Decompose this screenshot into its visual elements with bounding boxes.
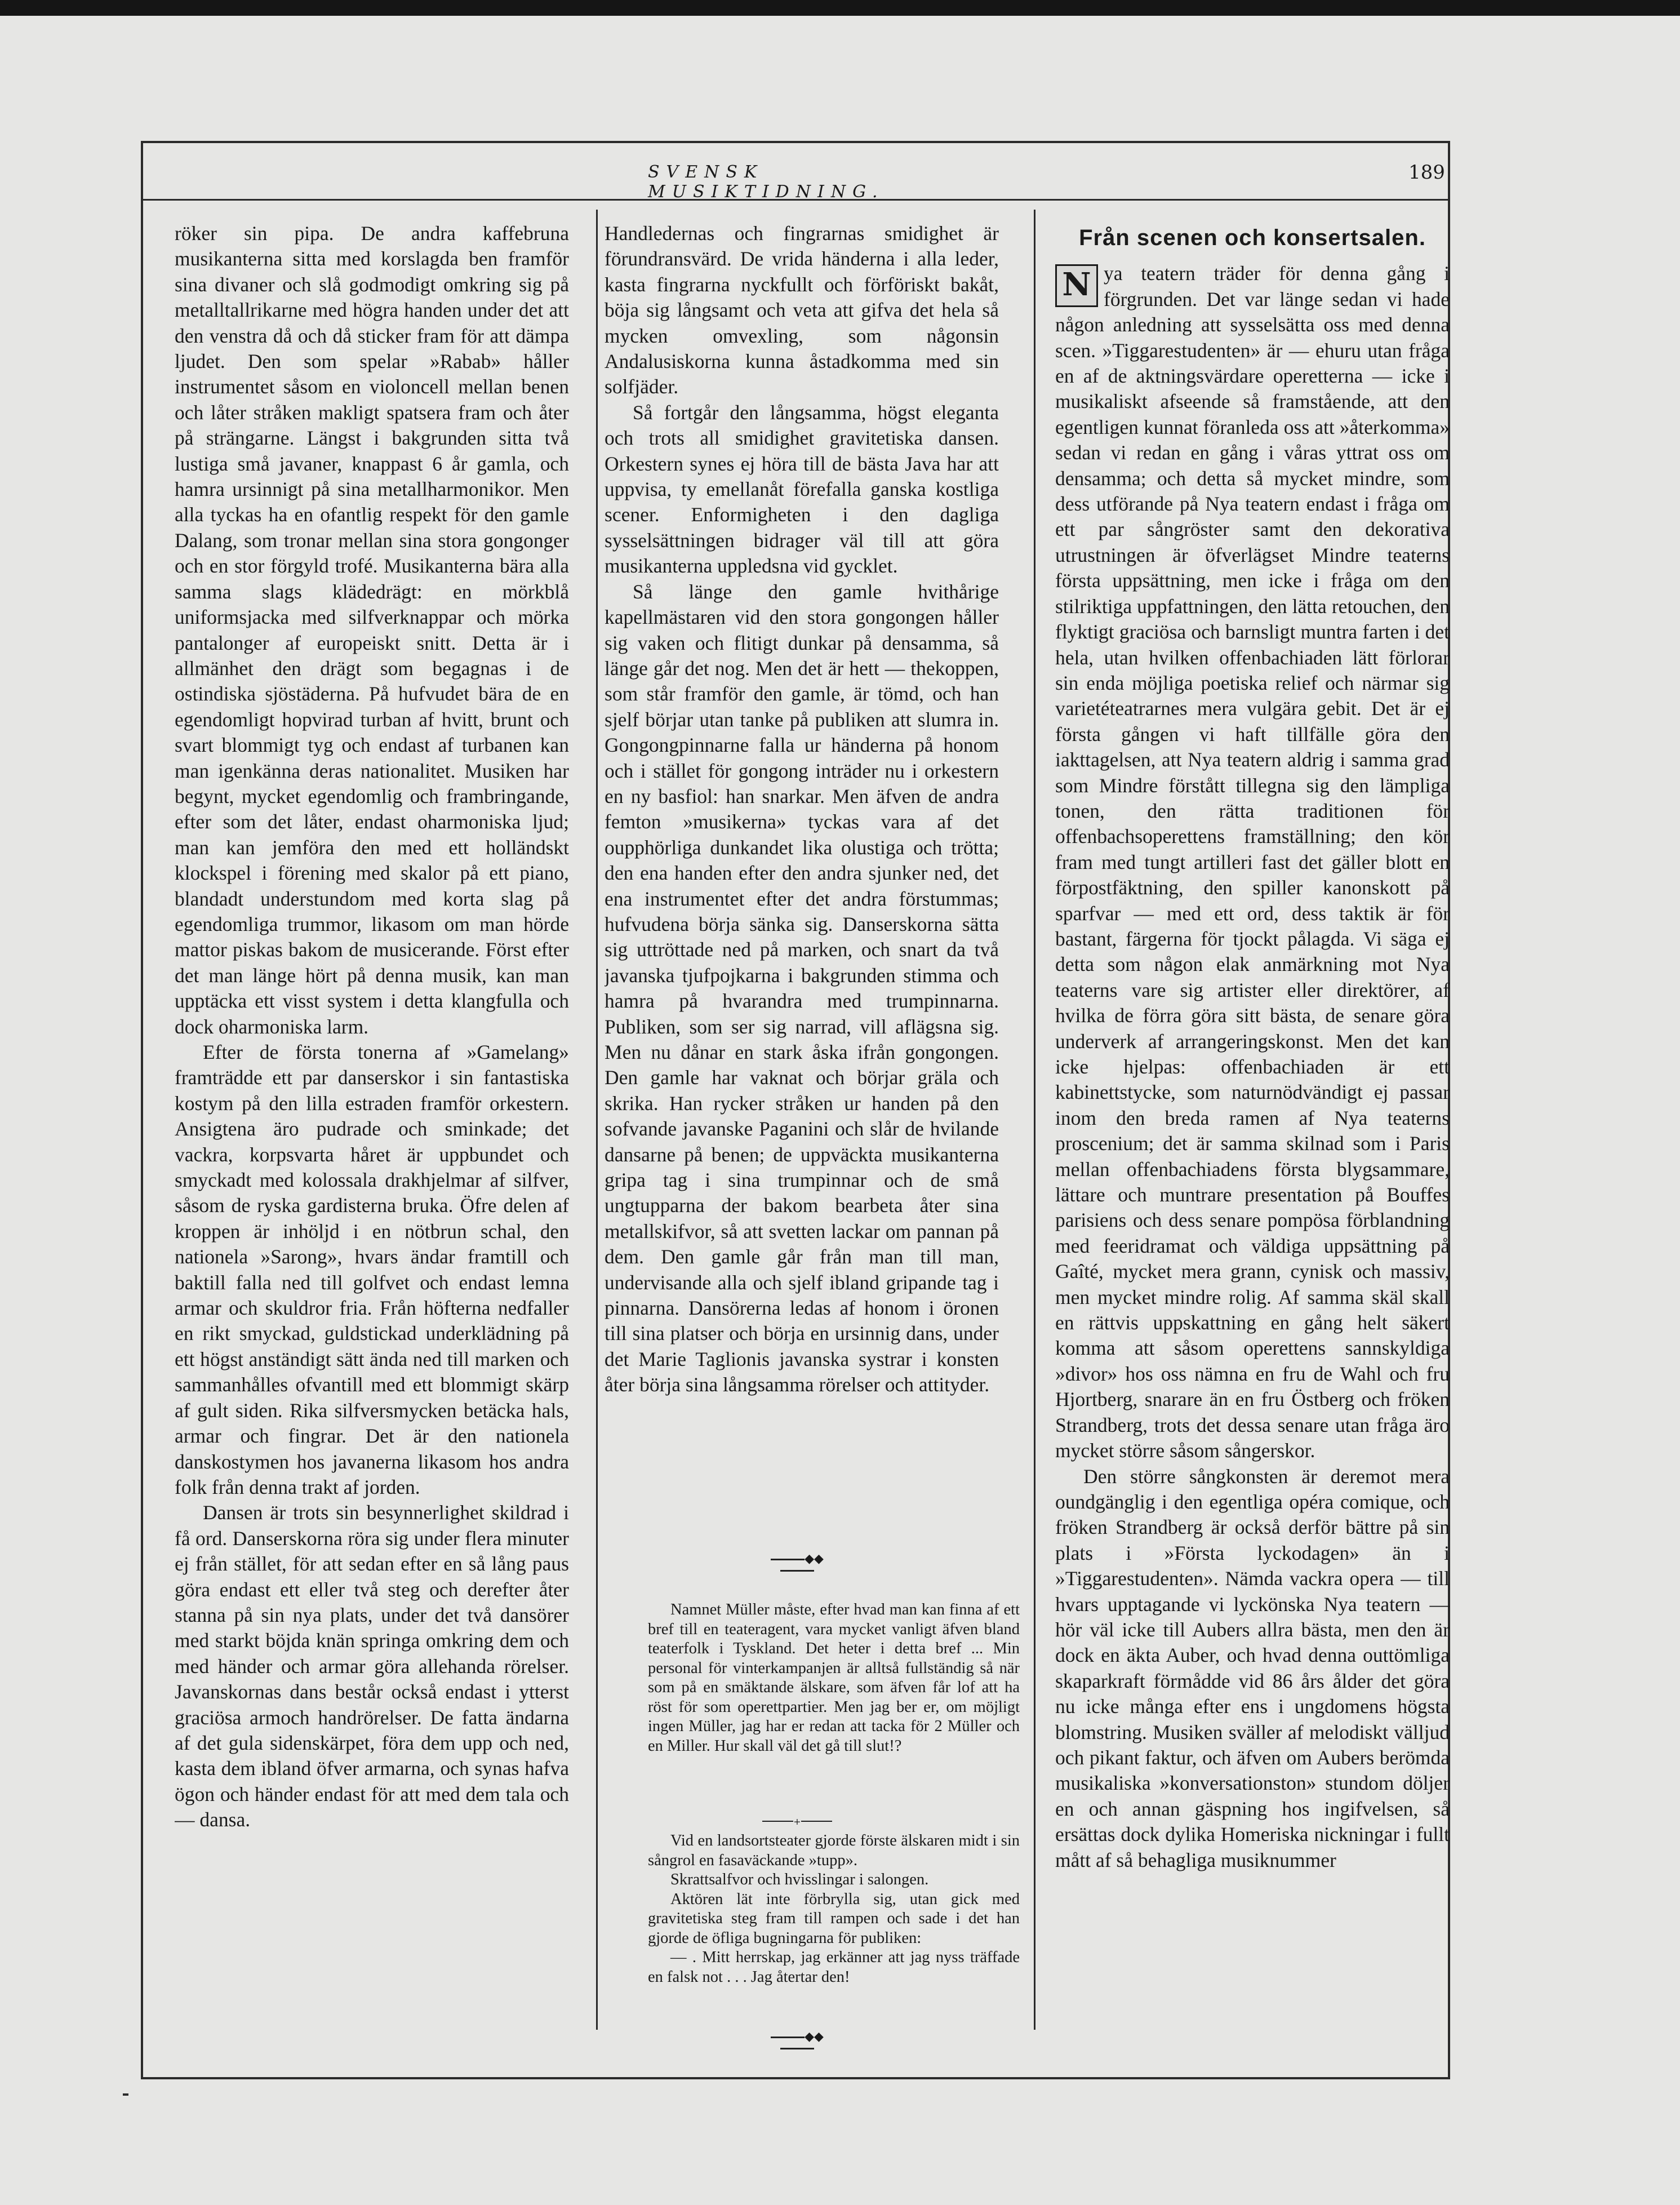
column-1 <box>175 221 569 2058</box>
column-rule-left <box>596 210 598 2030</box>
paragraph: Handledernas och fingrarnas smidighet är förundransvärd. De vrida händerna i alla leder, kasta fingrarna nyckfullt och förföriskt bakåt, böja sig långsamt och veta att gifva det hela så mycken omvexling, som någonsin Andalusiskorna kunna åstadkomma med sin solfjäder. <box>605 222 999 398</box>
paragraph: Vid en landsortsteater gjorde förste älskaren midt i sin sångrol en fasaväckande »tupp». <box>648 1832 1020 1869</box>
paragraph: Dansen är trots sin besynnerlighet skildrad i få ord. Danserskorna röra sig under flera minuter ej från stället, för att sedan efter en så lång paus göra endast ett eller två steg och derefter åter stanna på sin nya plats, under det två dansörer med starkt böjda knän springa omkring dem och med händer och armar göra allehanda rörelser. Javanskornas dans består också endast i ytterst graciösa armoch handrörelser. De fatta ändarna af det gula sidenskärpet, föra dem upp och ned, kasta dem ibland öfver armarna, och synas hafva ögon och händer endast för att med dem tala och — dansa. <box>175 1501 569 1831</box>
anecdote-muller <box>648 1600 1020 1756</box>
running-title: SVENSK MUSIKTIDNING. <box>648 162 885 202</box>
column-2 <box>605 221 999 1551</box>
column-rule-right <box>1034 210 1035 2030</box>
scan-mark <box>123 2093 128 2096</box>
section-title: Från scenen och konsertsalen. <box>1079 225 1426 250</box>
drop-cap: N <box>1055 264 1098 307</box>
paragraph: Namnet Müller måste, efter hvad man kan finna af ett bref till en teateragent, vara mycket vanligt äfven bland teaterfolk i Tyskland. Det heter i detta bref ... Min personal för vinterkampanjen är alltså fullständig så när som på en smäktande älskare, som äfven får lof att ha röst för som operettpartier. Men jag ber er, om möjligt ingen Müller, jag har er redan att tacka för 2 Müller och en Miller. Hur skall väl det gå till slut!? <box>648 1601 1020 1755</box>
paragraph: — . Mitt herrskap, jag erkänner att jag nyss träffade en falsk not . . . Jag återtar den! <box>648 1949 1020 1986</box>
paragraph: Aktören lät inte förbrylla sig, utan gick med gravitetiska steg fram till rampen och sade i det han gjorde de öfliga bugningarna för publiken: <box>648 1890 1020 1947</box>
ornament-divider: ◆◆ <box>755 2031 839 2043</box>
paragraph: Skrattsalfvor och hvisslingar i salongen. <box>670 1871 929 1888</box>
paragraph: Efter de första tonerna af »Gamelang» framträdde ett par danserskor i sin fantastiska kostym på den lilla estraden framför orkestern. Ansigtena äro pudrade och sminkade; det vackra, korpsvarta håret är uppbundet och smyckadt med kolossala drakhjelmar af silfver, såsom de ryska gardisterna bruka. Öfre delen af kroppen är inhöljd i en nötbrun schal, den nationela »Sarong», hvars ändar framtill och baktill falla ned till golfvet och endast lemna armar och skuldror fria. Från höfterna nedfaller en rikt smyckad, guldstickad underklädning på ett högst anständigt sätt ända ned till marken och sammanhålles ofvantill med ett blommigt skärp af gult siden. Rika silfversmycken betäcka hals, armar och fingrar. Det är den nationela danskostymen hos javanerna likasom hos andra folk från denna trakt af jorden. <box>175 1041 569 1498</box>
paragraph: Så fortgår den långsamma, högst eleganta och trots all smidighet gravitetiska dansen. Orkestern synes ej höra till de bästa Java har att uppvisa, ty emellanåt förefalla ganska kostliga scener. Enformigheten i den dagliga sysselsättningen bidrager väl till att göra musikanterna uppledsna vid gycklet. <box>605 401 999 578</box>
paragraph-text: ya teatern träder för denna gång i förgrunden. Det var länge sedan vi hade någon anledning att sysselsätta oss med denna scen. »Tiggarestudenten» är — ehuru utan fråga en af de aktningsvärdare operetterna — icke i musikaliskt afseende så framstående, att den egentligen kunnat föranleda oss att »återkomma» sedan vi redan en gång i våras yttrat oss om densamma; och detta så mycket mindre, som dess utförande på Nya teatern endast i fråga om ett par sångröster samt den dekorativa utrustningen är öfverlägset Mindre teaterns första uppsättning, men icke i fråga om den stilriktiga uppfattningen, den lätta retouchen, den flyktigt graciösa och barnsligt muntra farten i det hela, utan hvilken offenbachiaden lätt förlorar sin enda möjliga poetiska relief och närmar sig varietéteatrarnes mera vulgära gebit. Det är ej första gången vi haft tillfälle göra den iakttagelsen, att Nya teatern aldrig i samma grad som Mindre förstått tillegna sig den lämpliga tonen, den rätta traditionen för offenbachsoperettens framställning; den kör fram med tungt artilleri fast det gäller blott en förpostfäktning, den spiller kanonskott på sparfvar — med ett ord, dess taktik är för bastant, färgerna för tjockt pålagda. Vi säga ej detta som någon elak anmärkning mot Nya teaterns vare sig artister eller direktörer, af hvilka de förra göra sitt bästa, de senare göra underverk af arrangeringskonst. Men det kan icke hjelpas: offenbachiaden är ett kabinettstycke, som naturnödvändigt ej passar inom den breda ramen af Nya teaterns proscenium; det är samma skilnad som i Paris mellan offenbachiadens första blygsammare, lättare och muntrare presentation på Bouffes parisiens och dess senare pompösa förblandning med feeridramat och väldiga uppsättning på Gaîté, mycket mera grann, cynisk och massiv, men mycket mindre rolig. Af samma skäl skall en rättvis uppskattning en gång helt säkert komma att såsom operettens sannskyldiga »divor» hos oss nämna en fru de Wahl och fru Hjortberg, snarare än en fru Östberg och fröken Strandberg, trots det dessa senare utan fråga äro mycket större såsom sångerskor. <box>1055 262 1450 1462</box>
ornament-divider: ◆◆ <box>755 1554 839 1565</box>
paragraph: röker sin pipa. De andra kaffebruna musikanterna sitta med korslagda ben framför sina divaner och slå godmodigt omkring sig på metalltallrikarne med högra handen under det att den venstra då och då sticker fram för att dämpa ljudet. Den som spelar »Rabab» håller instrumentet såsom en violoncell mellan benen och låter stråken makligt spatsera fram och åter på strängarne. Längst i bakgrunden sitta två lustiga små javaner, knappast 6 år gamla, och hamra ursinnigt på sina metallharmonikor. Men alla tyckas ha en ofantlig respekt för den gamle Dalang, som tronar mellan sina stora gongonger och en stor förgyld trofé. Musikanterna bära alla samma slags klädedrägt: en mörkblå uniformsjacka med silfverknappar och mörka pantalonger af europeiskt snitt. Detta är i allmänhet den drägt som begagnas i de ostindiska sjöstäderna. På hufvudet bära de en egendomligt hopvirad turban af hvitt, brunt och svart blommigt tyg och endast af turbanen kan man igenkänna deras nationalitet. Musiken har begynt, mycket egendomlig och frambringande, efter som det låter, endast oharmoniska ljud; man kan jemföra den med ett holländskt klockspel i förening med skalor på ett piano, blandadt understundom med korta slag på egendomliga trummor, likasom om man hörde mattor piskas bakom de musicerande. Först efter det man länge hört på denna musik, kan man upptäcka ett visst system i detta klangfulla och dock oharmoniska larm. <box>175 222 569 1038</box>
page-number: 189 <box>1408 161 1445 184</box>
ornament-divider: + <box>755 1816 839 1827</box>
paragraph: Så länge den gamle hvithårige kapellmästaren vid den stora gongongen håller sig vaken och flitigt dunkar på densamma, så länge går det nog. Men det är hett — thekoppen, som står framför den gamle, är tömd, och han sjelf börjar utan tanke på publiken att slumra in. Gongongpinnarne falla ur händerna på honom och i stället för gongong inträder nu i orkestern en ny basfiol: han snarkar. Men äfven de andra femton »musikerna» tyckas vara af det oupphörliga dunkandet lika olustiga och trötta; den ena handen efter den andra sjunker ned, det ena instrumentet efter det andra förstummas; hufvudena börja sänka sig. Danserskorna sätta sig uttröttade ned på marken, och snart da två javanska tjufpojkarna i bakgrunden stimma och hamra på hvarandra med trumpinnarna. Publiken, som ser sig narrad, vill aflägsna sig. Men nu dånar en stark åska ifrån gongongen. Den gamle har vaknat och börjar gräla och skrika. Han rycker stråken ur handen på den sofvande javanske Paganini och slår de hvilande dansarne på benen; de uppväckta musikanterna gripa tag i sina trumpinnar och de små ungtupparna der bakom bearbeta åter sina metallskifvor, så att svetten lackar om pannan på dem. Den gamle går från man till man, undervisande alla och sjelf ibland gripande tag i pinnarna. Dansörerna ledas af honom i öronen till sina platser och börja en ursinnig dans, under det Marie Taglionis javanska systrar i konsten åter börja sina långsamma rörelser och attityder. <box>605 580 999 1396</box>
anecdote-tupp <box>648 1831 1020 1987</box>
column-3 <box>1055 225 1450 2062</box>
paragraph: Den större sångkonsten är deremot mera oundgänglig i den egentliga opéra comique, och fröken Strandberg är också derför bättre på sin plats i »Första lyckodagen» än i »Tiggarestudenten». Nämda vackra opera — till hvars upptagande vi lyckönska Nya teatern — hör väl icke till Aubers allra bästa, men den är dock en äkta Auber, och hvad denna outtömliga skaparkraft förmådde vid 86 års ålder det göra nu icke många efter ens i ungdomens högsta blomstring. Musiken sväller af melodiskt välljud och pikant faktur, och äfven om Aubers berömda musikaliska »konversationston» stundom döljer en och annan gäspning hos ingifvelsen, så ersättas dock dylika Homeriska nickningar i fullt mått af så behagliga musiknummer <box>1055 1465 1450 1871</box>
paragraph <box>1055 261 1450 1463</box>
